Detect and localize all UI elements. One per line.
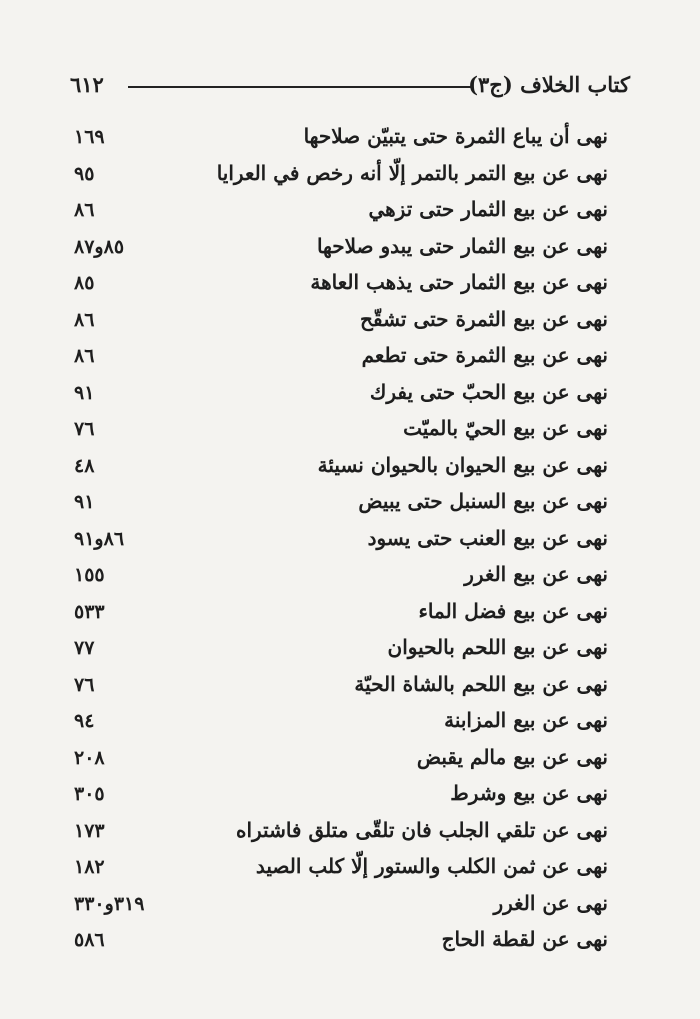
entry-text: نهى عن بيع فضل الماء <box>418 598 608 623</box>
entry-pages: ٩١ <box>74 381 95 404</box>
entry-pages: ٣١٩و٣٣٠ <box>74 892 145 915</box>
entry-text: نهى عن بيع اللحم بالشاة الحيّة <box>354 671 608 696</box>
entry-text: نهى عن بيع الثمار حتى تزهي <box>368 197 608 221</box>
entry-pages: ٧٦ <box>74 418 95 440</box>
entry-text: نهى أن يباع الثمرة حتى يتبيّن صلاحها <box>303 124 608 148</box>
entry-pages: ٢٠٨ <box>74 746 105 769</box>
entry-pages: ١٥٥ <box>74 564 105 586</box>
entry-pages: ٨٦ <box>74 199 95 221</box>
entry-pages: ١٨٢ <box>74 856 105 878</box>
entry-pages: ٨٥و٨٧ <box>74 235 125 258</box>
index-entry <box>74 522 608 559</box>
entry-pages: ٣٠٥ <box>74 783 105 805</box>
entry-pages: ٨٦ <box>74 345 95 367</box>
entry-text: نهى عن بيع الحيّ بالميّت <box>403 416 608 440</box>
index-entry <box>74 668 608 705</box>
index-entry <box>74 923 608 960</box>
index-entry <box>74 741 608 778</box>
entry-pages: ٧٧ <box>74 637 95 659</box>
index-entry <box>74 376 608 413</box>
entry-text: نهى عن بيع مالم يقبض <box>416 744 608 769</box>
index-entry <box>74 704 608 741</box>
index-entry <box>74 887 608 924</box>
entry-pages: ٨٦ <box>74 308 95 331</box>
entry-pages: ٤٨ <box>74 454 95 477</box>
index-entry <box>74 595 608 632</box>
entry-text: نهى عن بيع التمر بالتمر إلّا أنه رخص في العرايا <box>216 160 608 185</box>
entry-text: نهى عن لقطة الحاج <box>441 927 608 951</box>
index-entry <box>74 193 608 230</box>
index-entry <box>74 850 608 887</box>
entry-text: نهى عن بيع وشرط <box>450 781 608 805</box>
entry-text: نهى عن بيع الغرر <box>464 562 608 586</box>
index-entry <box>74 631 608 668</box>
entry-text: نهى عن بيع المزابنة <box>444 708 608 732</box>
entry-pages: ٩١ <box>74 491 95 513</box>
entry-pages: ٨٦و٩١ <box>74 527 125 550</box>
index-entry <box>74 449 608 486</box>
entry-pages: ٥٨٦ <box>74 929 105 951</box>
entry-pages: ٩٥ <box>74 162 95 185</box>
index-entry <box>74 814 608 851</box>
index-entry <box>74 266 608 303</box>
entry-pages: ١٦٩ <box>74 126 105 148</box>
index-entry <box>74 120 608 157</box>
entry-text: نهى عن بيع السنبل حتى يبيض <box>358 489 608 513</box>
entry-text: نهى عن بيع الحبّ حتى يفرك <box>369 379 608 404</box>
entry-pages: ١٧٣ <box>74 819 105 842</box>
entry-pages: ٨٥ <box>74 272 95 294</box>
entry-text: نهى عن الغرر <box>493 890 608 915</box>
entry-text: نهى عن بيع الثمرة حتى تطعم <box>361 343 608 367</box>
entry-pages: ٩٤ <box>74 710 95 732</box>
entry-text: نهى عن ثمن الكلب والستور إلّا كلب الصيد <box>255 854 608 878</box>
entry-text: نهى عن بيع الثمار حتى يبدو صلاحها <box>316 233 608 258</box>
entry-text: نهى عن بيع الثمار حتى يذهب العاهة <box>310 270 608 294</box>
index-entry <box>74 303 608 340</box>
index-entry <box>74 157 608 194</box>
page-number: ٦١٢ <box>70 72 104 97</box>
entry-text: نهى عن بيع الثمرة حتى تشقّح <box>360 306 608 331</box>
book-title: كتاب الخلاف (ج٣) <box>468 72 630 97</box>
entry-text: نهى عن بيع الحيوان بالحيوان نسيئة <box>317 452 608 477</box>
index-entry <box>74 412 608 449</box>
index-entry <box>74 558 608 595</box>
index-entry <box>74 339 608 376</box>
entry-text: نهى عن بيع اللحم بالحيوان <box>387 635 608 659</box>
index-entry <box>74 777 608 814</box>
entry-pages: ٧٦ <box>74 673 95 696</box>
index-entry <box>74 485 608 522</box>
entry-text: نهى عن بيع العنب حتى يسود <box>367 525 608 550</box>
entry-text: نهى عن تلقي الجلب فان تلقّى متلق فاشتراه <box>235 817 608 842</box>
entry-pages: ٥٣٣ <box>74 600 105 623</box>
index-entry <box>74 230 608 267</box>
